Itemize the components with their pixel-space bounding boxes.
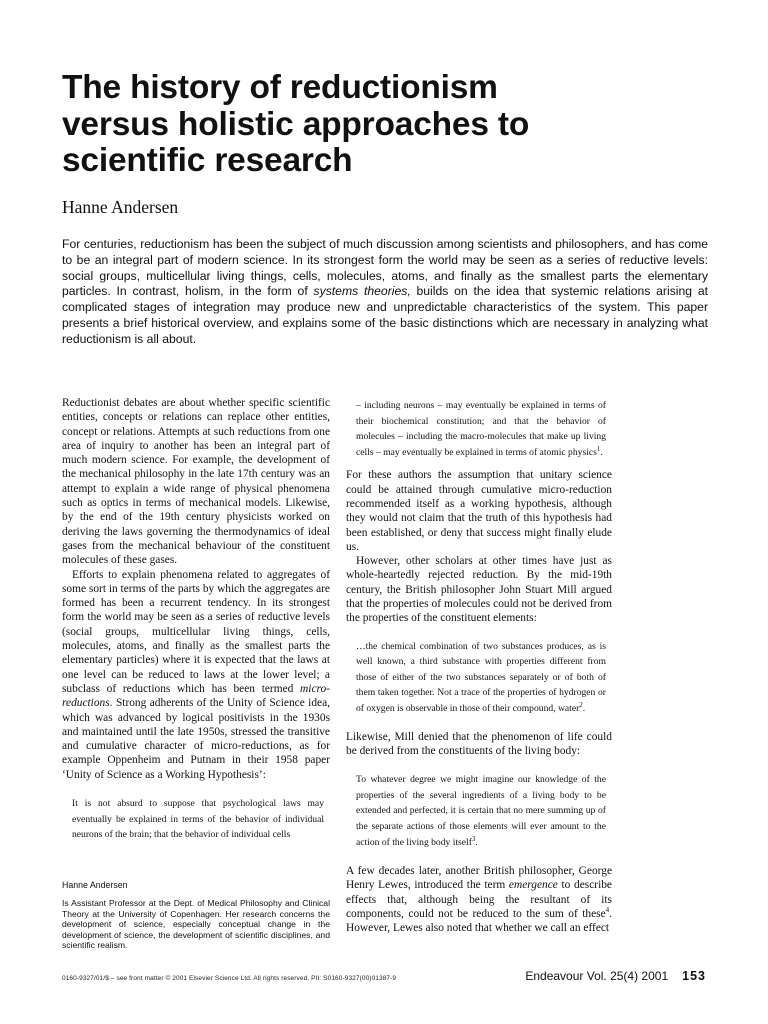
quote-text: To whatever degree we might imagine our knowledge of the properties of the several ingredients of a living body to be extended and perfected, it is certain that no mere summing up of the separate actions of those elements will ever amount to the action of the living body itself	[356, 774, 606, 848]
abstract	[62, 237, 708, 348]
paragraph: Likewise, Mill denied that the phenomenon of life could be derived from the constituents of the living body:	[346, 730, 612, 757]
paragraph: For these authors the assumption that unitary science could be attained through cumulative micro-reduction recommended itself as a working hypothesis, although they would not claim that the truth of this hypothesis had been established, or deny that success might finally elude us.	[346, 469, 612, 553]
title-line: scientific research	[62, 142, 353, 179]
quote-end: .	[582, 703, 586, 715]
bio-name: Hanne Andersen	[62, 880, 128, 890]
footnote-ref: 3	[471, 834, 476, 843]
block-quote: It is not absurd to suppose that psychological laws may eventually be explained in terms of the behavior of individual neurons of the brain; that the behavior of individual cells	[72, 798, 324, 841]
paragraph	[346, 864, 612, 935]
footnote-ref: 2	[579, 700, 583, 709]
bio-text: Is Assistant Professor at the Dept. of Medical Philosophy and Clinical Theory at the University of Copenhagen. Her research concerns the development of science, especially conceptual change in the development of science, the development of scientific disciplines, and scientific realism.	[62, 898, 330, 951]
paragraph-text: to describe effects that, although being the resultant of its components, could not be reduced to the sum of these	[346, 879, 612, 921]
footnote-ref: 1	[596, 444, 601, 453]
quote-text: – including neurons – may eventually be explained in terms of their biochemical constitution; and that the behavior of molecules – including the macro-molecules that make up living cells – may eventually be explained in terms of atomic physics	[356, 400, 606, 458]
page-number: 153	[682, 969, 706, 983]
copyright-line: 0160-9327/01/$ – see front matter © 2001 Elsevier Science Ltd. All rights reserved. PII: S0160-9327(00)01387-9	[62, 975, 397, 982]
italic-term: micro-reductions	[62, 682, 330, 710]
paragraph: However, other scholars at other times have just as whole-heartedly rejected reduction. By the mid-19th century, the British philosopher John Stuart Mill argued that the properties of molecules could not be derived from the properties of the constituent elements:	[346, 555, 612, 625]
paragraph-text: . Strong adherents of the Unity of Science idea, which was advanced by logical positivists in the 1930s and maintained until the late 1950s, stressed the transitive and cumulative character of micro-reductions, as for example Oppenheim and Putnam in their 1958 paper ‘Unity of Science as a Working Hypothesis’:	[62, 697, 330, 781]
journal-footer	[525, 969, 706, 983]
italic-term: emergence	[508, 879, 558, 892]
title-line: versus holistic approaches to	[62, 105, 530, 143]
quote-text: …the chemical combination of two substances produces, as is well known, a third substance with properties different from those of either of the two substances separately or of both of them taken together. Not a trace of the properties of hydrogen or of oxygen is observable in those of their compound, water	[356, 640, 606, 715]
abstract-italic: systems theories,	[313, 284, 411, 299]
paragraph: Reductionist debates are about whether specific scientific entities, concepts or relations can replace other entities, concept or relations. Attempts at such reductions from one area of inquiry to another has been an integral part of much modern science. For example, the development of the mechanical philosophy in the late 17th century was an attempt to explain a wide range of physical phenomena such as optics in terms of mechanical models. Likewise, by the end of the 19th century physicists worked on deriving the laws governing the thermodynamics of ideal gases from the mechanical behaviour of the constituent molecules of these gases.	[62, 397, 330, 567]
block-quote	[346, 639, 612, 717]
author-bio	[62, 880, 330, 950]
paragraph-text: Efforts to explain phenomena related to aggregates of some sort in terms of the parts by which the aggregates are formed has been a recurrent tendency. In its strongest form the world may be seen as a series of reductive levels (social groups, multicellular living things, cells, molecules, atoms, and finally as the smallest parts the elementary particles) where it is expected that the laws at one level can be reduced to laws at the lower level; a subclass of reductions which has been termed	[62, 568, 330, 695]
article-title	[62, 70, 722, 180]
title-line: The history of reductionism	[62, 69, 498, 106]
quote-end: .	[600, 446, 603, 458]
journal-citation: Endeavour Vol. 25(4) 2001	[525, 969, 669, 983]
right-column	[346, 398, 612, 936]
block-quote	[346, 398, 612, 460]
paragraph-text: . However, Lewes also noted that whether we call an effect	[346, 908, 612, 935]
author-name: Hanne Andersen	[62, 197, 179, 217]
paragraph-text: A few decades later, another British philosopher, George Henry Lewes, introduced the term	[346, 865, 612, 892]
footnote-ref: 4	[605, 906, 610, 915]
quote-end: .	[475, 836, 478, 848]
abstract-text: For centuries, reductionism has been the subject of much discussion among scientists and philosophers, and has come to be an integral part of modern science. In its strongest form the world may be seen as a series of reductive levels: social groups, multicellular living things, cells, molecules, atoms, and finally as the smallest parts the elementary particles. In contrast, holism, in the form of	[62, 237, 708, 299]
abstract-text: builds on the idea that systemic relations arising at complicated stages of integration may produce new and unpredictable characteristics of the system. This paper presents a brief historical overview, and explains some of the basic distinctions which are necessary in analyzing what reductionism is all about.	[62, 284, 708, 346]
block-quote	[346, 772, 612, 850]
left-column	[62, 396, 330, 843]
paragraph	[62, 568, 330, 782]
